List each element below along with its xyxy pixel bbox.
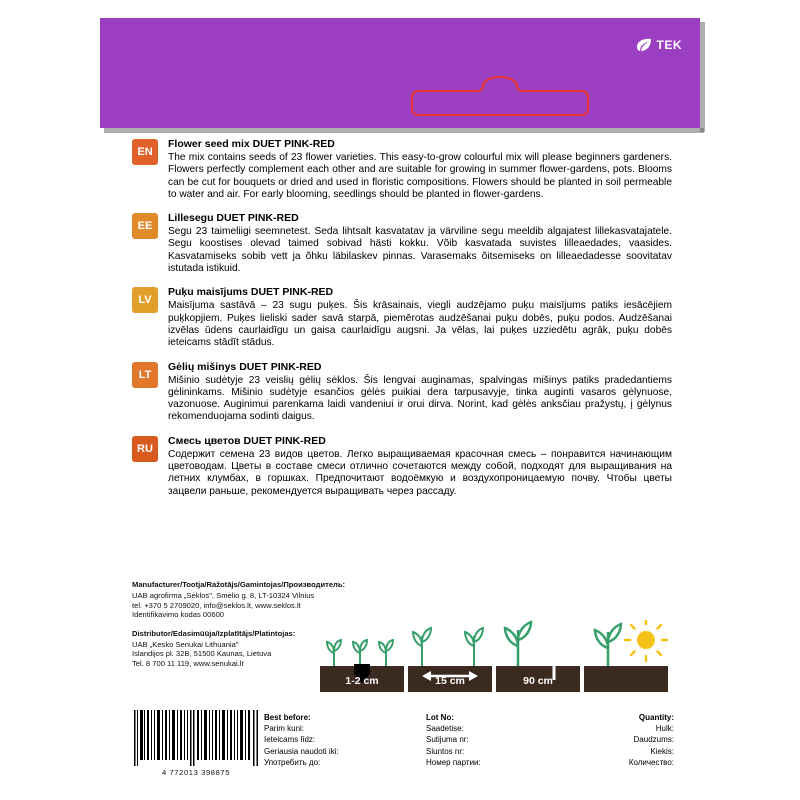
- field-lot-ru: Номер партии:: [426, 757, 481, 767]
- lang-badge-ru: RU: [132, 436, 158, 462]
- banner-side-shadow: [700, 22, 705, 132]
- field-quantity-lv: Daudzums:: [633, 735, 674, 745]
- hanger-hole-outline: [410, 75, 590, 120]
- pictogram-label-plant-spacing: 15 cm: [435, 675, 465, 687]
- barcode-block: [132, 710, 260, 777]
- block-title-ru: Смесь цветов DUET PINK-RED: [168, 434, 326, 447]
- sun-icon: [584, 620, 668, 692]
- field-column-quantity: [544, 712, 674, 768]
- field-quantity-ru: Количество:: [628, 757, 674, 767]
- distributor-heading: Distributor/Edasimüüja/Izplatītājs/Platintojas:: [132, 628, 296, 638]
- field-best-before-lv: Ieteicams līdz:: [264, 735, 316, 745]
- field-best-before-ee: Parim kuni:: [264, 724, 305, 734]
- pictogram-sowing-depth: [320, 620, 404, 692]
- field-quantity-lt: Kiekis:: [650, 746, 674, 756]
- language-block-ru: [132, 435, 672, 498]
- block-title-ee: Lillesegu DUET PINK-RED: [168, 212, 299, 225]
- lang-badge-lv: LV: [132, 287, 158, 313]
- lang-badge-lt: LT: [132, 362, 158, 388]
- language-blocks: [132, 138, 672, 509]
- field-best-before-lt: Geriausia naudoti iki:: [264, 746, 339, 756]
- field-quantity-en: Quantity:: [638, 713, 674, 722]
- pictogram-label-plant-height: 90 cm: [523, 675, 553, 687]
- leaf-icon: [636, 38, 652, 52]
- distributor-line-1: UAB „Kesko Senukai Lithuania": [132, 639, 239, 649]
- pictogram-plant-height: [496, 620, 580, 692]
- barcode-image: [132, 710, 260, 766]
- manufacturer-line-3: Identifikavimo kodas 00600: [132, 610, 225, 620]
- field-best-before-ru: Употребить до:: [264, 757, 321, 767]
- block-title-lt: Gėlių mišinys DUET PINK-RED: [168, 360, 322, 373]
- field-column-best-before: [264, 712, 426, 768]
- purple-header-banner: [100, 18, 700, 128]
- pictogram-row: [320, 620, 668, 692]
- block-text-ee: Segu 23 taimeliigi seemnetest. Seda lihtsalt kasvatatav ja värviline segu meeldib algajatest lillekasvatajatele. Segu koostises olevad taimed sobivad hästi kokku. Võib kasvatada suvistes lilleaedades, vaasides. Kasvatamiseks sobib vett ja õhku läbilaskev pinnas. Varasemaks õitsemiseks on lilleaedadesse soovitatav istutada istikuid.: [168, 226, 672, 275]
- pictogram-sun-exposure: [584, 620, 668, 692]
- field-lot-en: Lot No:: [426, 713, 454, 722]
- distributor-line-3: Tel. 8 700 11 119, www.senukai.lt: [132, 658, 244, 668]
- distributor-line-2: Islandijos pl. 32B, 51500 Kaunas, Lietuva: [132, 649, 272, 659]
- block-text-ru: Содержит семена 23 видов цветов. Легко выращиваемая красочная смесь – понравится начинающим цветоводам. Цветы в составе смеси отлично сочетаются между собой, подходят для выращивания на летних клумбах, в горшках. Предпочитают водоёмкую и воздухопроницаемую почву. Чтобы цветы зацвели раньше, рекомендуется выращивать через рассаду.: [168, 448, 672, 497]
- field-quantity-ee: Hulk:: [655, 724, 674, 734]
- pictogram-plant-spacing: [408, 620, 492, 692]
- language-block-ee: [132, 212, 672, 275]
- lang-badge-en: EN: [132, 139, 158, 165]
- language-block-lv: [132, 286, 672, 349]
- field-lot-ee: Saadetise:: [426, 724, 464, 734]
- block-text-en: The mix contains seeds of 23 flower varieties. This easy-to-grow colourful mix will please beginners gardeners. Flowers perfectly complement each other and are suitable for growing in summer flower-gardens, pots. Blooms can be cut for bouquets or dried and used in floristic compositions. Flowers should be planted in soil permeable to water and air. For early blooming, seedlings should be planted in flower-gardens.: [168, 152, 672, 200]
- block-text-lv: Maisījuma sastāvā – 23 sugu puķes. Šis krāsainais, viegli audzējamo puķu maisījums patiks iesācējiem puķkopjiem. Puķes lieliski sader savā starpā, piemērotas audzēšanai puķu dobēs, puķu podos. Audzēšanai izvēlas ūdens caurlaidīgu un gaisa caurlaidīgu augsni. Ja vēlas, lai puķes uzziedētu agrāk, puķu dobēs ieteicams stādīt stādus.: [168, 300, 672, 349]
- barcode-number: 4 772013 398875: [161, 768, 231, 777]
- lang-badge-ee: EE: [132, 213, 158, 239]
- block-text-lt: Mišinio sudėtyje 23 veislių gėlių sėklos. Šis lengvai auginamas, spalvingas mišinys patiks pradedantiems gėlininkams. Mišinio sudėtyje esančios gėlės puikiai dera tarpusavyje, tinka auginti vasaros gėlynuose, vazonuose. Auginimui parenkama laidi vandeniui ir orui dirva. Norint, kad gėlės anksčiau pražystų, į gėlynus rekomenduojama sodinti daigus.: [168, 374, 672, 423]
- block-title-lv: Puķu maisījums DUET PINK-RED: [168, 286, 334, 299]
- language-block-en: [132, 138, 672, 201]
- field-column-lot-no: [426, 712, 544, 768]
- manufacturer-heading: Manufacturer/Tootja/Ražotājs/Gamintojas/Производитель:: [132, 580, 346, 589]
- banner-bottom-shadow: [104, 128, 704, 133]
- block-title-en: Flower seed mix DUET PINK-RED: [168, 138, 335, 150]
- pictogram-label-sowing-depth: 1-2 cm: [345, 675, 379, 687]
- field-best-before-en: Best before:: [264, 713, 311, 722]
- brand-name: TEK: [656, 38, 682, 52]
- manufacturer-line-1: UAB agrofirma „Sėklos", Smėlio g. 8, LT-10324 Vilnius: [132, 591, 315, 600]
- brand-logo: [636, 38, 683, 52]
- packing-fields: [264, 712, 674, 768]
- manufacturer-line-2: tel. +370 5 2709020, info@seklos.lt, www.seklos.lt: [132, 600, 301, 610]
- field-lot-lt: Siuntos nr:: [426, 746, 465, 756]
- field-lot-lv: Sutijuma nr:: [426, 735, 469, 745]
- language-block-lt: [132, 361, 672, 424]
